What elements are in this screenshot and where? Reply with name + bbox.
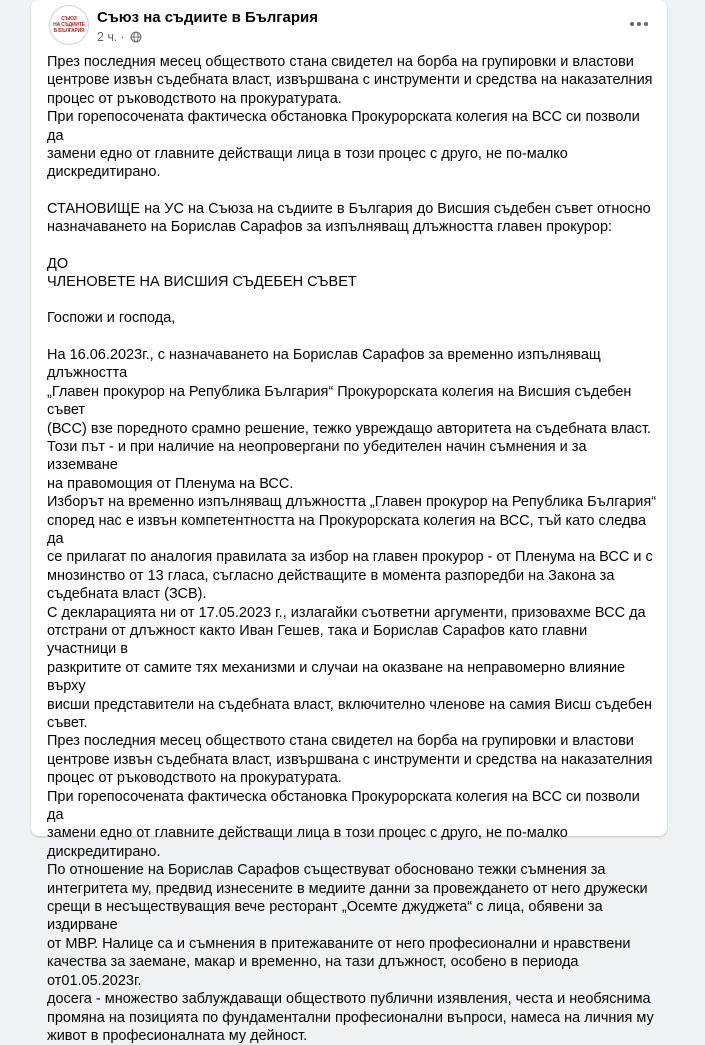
post-paragraph: На 16.06.2023г., с назначаването на Борислав Сарафов за временно изпълняващ длъжността „Главен прокурор на Република България“ Прокурорската колегия на Висшия съдебен съвет (ВСС) взе поредното срамно решение, тежко увреждащо авторитета на съдебната власт. Този път - и при наличие на неопровергани по убедителен начин съмнения и за изземване на правомощия от Пленума на ВСС. Изборът на временно изпълняващ длъжността „Главен прокурор на Република България“ според нас е извън компетентността на Прокурорската колегия на ВСС, тъй като следва да се прилагат по аналогия правилата за избор на главен прокурор - от Пленума на ВСС и с мнозинство от 13 гласа, съгласно действащите в момента разпоредби на Закона за съдебната власт (ЗСВ). С декларацията ни от 17.05.2023 г., излагайки съответни аргументи, призовахме ВСС да отстрани от длъжност както Иван Гешев, така и Борислав Сарафов като главни участници в разкритите от самите тях механизми и случаи на оказване на неправомерно влияние върху висши представители на съдебната власт, включително членове на самия Висш съдебен съвет. През последния месец обществото стана свидетел на борба на групировки и властови центрове извън съдебната власт, извършвана с инструменти и средства на наказателния процес от ръководството на прокуратурата. При горепосочената фактическа обстановка Прокурорската колегия на ВСС си позволи да замени едно от главните действащи лица в този процес с друго, не по-малко дискредитирано. По отношение на Борислав Сарафов съществуват обосновано тежки съмнения за интегритета му, предвид изнесените в медиите данни за провеждането от него дружески срещи в несъществуващия вече ресторант „Осемте джуджета“ с лица, обявени за издирване от МВР. Налице са и съмнения в притежаваните от него професионални и нравствени качества за заемане, макар и временно, на тази длъжност, особено в периода от01.05.2023г. досега - множество заблуждаващи обществото публични изявления, честа и необяснима промяна на позицията по фундаментални професионални въпроси, намеса на личния му живот в професионалната му дейност.	[47, 346, 657, 1044]
avatar-logo-line: В БЪЛГАРИЯ	[53, 28, 85, 34]
paragraph-gap	[47, 291, 657, 309]
post-paragraph: ДО ЧЛЕНОВЕТЕ НА ВИСШИЯ СЪДЕБЕН СЪВЕТ	[47, 255, 357, 291]
paragraph-gap	[47, 182, 657, 200]
paragraph-gap	[47, 237, 657, 255]
post-card	[31, 0, 667, 1044]
globe-icon[interactable]	[130, 31, 142, 43]
post-timestamp[interactable]: 2 ч.	[97, 30, 118, 44]
avatar[interactable]	[49, 5, 89, 45]
post-paragraph: СТАНОВИЩЕ на УС на Съюза на съдиите в България до Висшия съдебен съвет относно назначаването на Борислав Сарафов за изпълняващ длъжността главен прокурор:	[47, 200, 651, 236]
post-text	[47, 53, 657, 1045]
meta-separator: ·	[120, 30, 125, 44]
post-paragraph: Госпожи и господа,	[47, 310, 176, 327]
page-name-link[interactable]: Съюз на съдиите в България	[97, 9, 319, 26]
more-options-button[interactable]	[627, 12, 651, 36]
post-meta	[97, 30, 142, 44]
paragraph-gap	[47, 328, 657, 346]
avatar-logo-line: НА СЪДИИТЕ	[53, 22, 85, 28]
more-horizontal-icon	[629, 21, 649, 27]
avatar-logo-line: СЪЮЗ	[61, 16, 77, 22]
post-header	[31, 0, 667, 50]
post-paragraph: През последния месец обществото стана свидетел на борба на групировки и властови центрове извън съдебната власт, извършвана с инструменти и средства на наказателния процес от ръководството на прокуратурата. При горепосочената фактическа обстановка Прокурорската колегия на ВСС си позволи да замени едно от главните действащи лица в този процес с друго, не по-малко дискредитирано.	[47, 54, 653, 181]
